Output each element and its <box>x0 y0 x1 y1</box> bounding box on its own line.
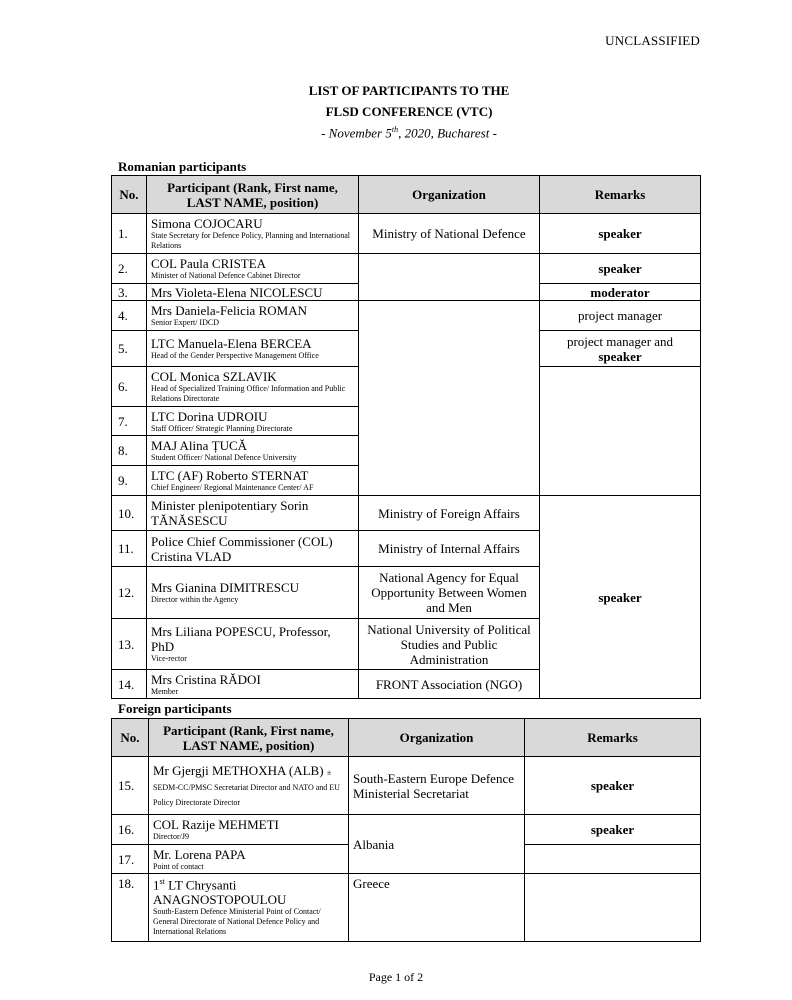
remarks-cell <box>540 331 701 367</box>
header-participant: Participant (Rank, First name, LAST NAME, position) <box>147 176 359 214</box>
participant-name: Mrs Liliana POPESCU, Professor, PhD <box>151 624 331 654</box>
participant-name: Minister plenipotentiary Sorin TĂNĂSESCU <box>151 498 309 528</box>
participant-cell <box>147 436 359 466</box>
header-no: No. <box>112 176 147 214</box>
participant-cell <box>147 301 359 331</box>
header-organization: Organization <box>359 176 540 214</box>
row-number: 11. <box>112 531 147 567</box>
row-number: 5. <box>112 331 147 367</box>
participant-position: Staff Officer/ Strategic Planning Directorate <box>151 423 293 433</box>
participant-cell <box>149 874 349 942</box>
romanian-section-heading: Romanian participants <box>118 159 247 174</box>
participant-name: Mrs Daniela-Felicia ROMAN <box>151 303 307 318</box>
foreign-participants-table <box>111 718 701 942</box>
remarks-text: speaker <box>598 348 642 364</box>
row-number: 3. <box>112 284 147 301</box>
header-remarks: Remarks <box>540 176 701 214</box>
participant-name: MAJ Alina ȚUCĂ <box>151 438 248 453</box>
participant-name: LTC (AF) Roberto STERNAT <box>151 468 309 483</box>
participant-position: Head of the Gender Perspective Management Office <box>151 351 319 360</box>
participant-cell <box>147 331 359 367</box>
header-remarks: Remarks <box>525 719 701 757</box>
participant-name: 1st LT Chrysanti ANAGNOSTOPOULOU <box>153 877 287 908</box>
header-no: No. <box>112 719 149 757</box>
participant-name: Mrs Cristina RĂDOI <box>151 671 261 687</box>
page-footer: Page 1 of 2 <box>368 970 424 984</box>
organization-cell: South-Eastern Europe Defence Ministerial Secretariat <box>349 757 525 815</box>
participant-cell <box>147 254 359 284</box>
table-row <box>112 214 701 254</box>
table-row <box>112 757 701 815</box>
participant-name: Mr. Lorena PAPA <box>153 846 246 862</box>
participant-position: Point of contact <box>153 861 204 871</box>
participant-name: Mrs Violeta-Elena NICOLESCU <box>151 284 323 300</box>
participant-position: Member <box>151 686 179 696</box>
remarks-cell: speaker <box>540 214 701 254</box>
romanian-participants-table <box>111 175 701 699</box>
row-number: 14. <box>112 670 147 699</box>
participant-cell <box>147 496 359 531</box>
row-number: 7. <box>112 407 147 436</box>
row-number: 16. <box>112 815 149 845</box>
organization-cell: National Agency for Equal Opportunity Between Women and Men <box>359 567 540 619</box>
participant-cell <box>149 815 349 845</box>
organization-cell: Ministry of Internal Affairs <box>359 531 540 567</box>
row-number: 18. <box>112 874 149 942</box>
participant-name: COL Paula CRISTEA <box>151 256 267 271</box>
remarks-cell <box>525 845 701 874</box>
row-number: 12. <box>112 567 147 619</box>
table-row <box>112 815 701 845</box>
table-row <box>112 496 701 531</box>
participant-position: Senior Expert/ IDCD <box>151 318 219 327</box>
participant-position: Vice-rector <box>151 654 187 663</box>
remarks-cell: speaker <box>540 496 701 699</box>
participant-name: Simona COJOCARU <box>151 216 263 231</box>
participant-position: Chief Engineer/ Regional Maintenance Center/ AF <box>151 483 314 492</box>
participant-position: Head of Specialized Training Office/ Information and Public Relations Directorate <box>151 384 346 403</box>
participant-cell <box>147 367 359 407</box>
participant-cell <box>147 531 359 567</box>
participant-position: Student Officer/ National Defence University <box>151 453 297 462</box>
participant-position: Director within the Agency <box>151 595 239 604</box>
remarks-cell: speaker <box>525 815 701 845</box>
row-number: 8. <box>112 436 147 466</box>
participant-cell <box>149 845 349 874</box>
organization-cell: Ministry of Foreign Affairs <box>359 496 540 531</box>
organization-cell <box>359 254 540 301</box>
remarks-cell <box>525 874 701 942</box>
remarks-cell: speaker <box>540 254 701 284</box>
participant-position: ± SEDM-CC/PMSC Secretariat Director and NATO and EU Policy Directorate Director <box>153 768 340 807</box>
participant-name: LTC Dorina UDROIU <box>151 408 268 424</box>
row-number: 2. <box>112 254 147 284</box>
participant-cell <box>149 757 349 815</box>
participant-name: Mr Gjergji METHOXHA (ALB) <box>153 763 324 778</box>
row-number: 13. <box>112 619 147 670</box>
organization-cell: Greece <box>349 874 525 942</box>
row-number: 15. <box>112 757 149 815</box>
organization-cell: National University of Political Studies and Public Administration <box>359 619 540 670</box>
table-header-row <box>112 176 701 214</box>
participant-position: State Secretary for Defence Policy, Planning and International Relations <box>151 231 350 250</box>
table-header-row <box>112 719 701 757</box>
participant-cell <box>147 670 359 699</box>
remarks-cell <box>540 367 701 496</box>
participant-position: Director/J9 <box>153 832 189 841</box>
foreign-section-heading: Foreign participants <box>118 701 232 716</box>
row-number: 1. <box>112 214 147 254</box>
row-number: 17. <box>112 845 149 874</box>
document-date: - November 5th, 2020, Bucharest - <box>321 125 497 141</box>
participant-name: COL Monica SZLAVIK <box>151 369 277 384</box>
row-number: 10. <box>112 496 147 531</box>
participant-cell <box>147 407 359 436</box>
row-number: 6. <box>112 367 147 407</box>
participant-position: South-Eastern Defence Ministerial Point of Contact/ General Directorate of National Defence Policy and International Relations <box>153 907 321 937</box>
organization-cell: FRONT Association (NGO) <box>359 670 540 699</box>
participant-cell <box>147 619 359 670</box>
document-title-line1: LIST OF PARTICIPANTS TO THE <box>308 83 510 98</box>
row-number: 4. <box>112 301 147 331</box>
participant-name: Mrs Gianina DIMITRESCU <box>151 580 300 595</box>
participant-name: COL Razije MEHMETI <box>153 817 279 832</box>
header-participant: Participant (Rank, First name, LAST NAME, position) <box>149 719 349 757</box>
organization-cell <box>359 301 540 496</box>
participant-cell <box>147 466 359 496</box>
classification-label: UNCLASSIFIED <box>605 33 700 48</box>
participant-cell <box>147 214 359 254</box>
table-row <box>112 254 701 284</box>
remarks-text: project manager and <box>566 333 674 349</box>
table-row <box>112 874 701 942</box>
remarks-cell: moderator <box>540 284 701 301</box>
participant-cell <box>147 567 359 619</box>
header-organization: Organization <box>349 719 525 757</box>
organization-cell: Albania <box>349 815 525 874</box>
remarks-cell: project manager <box>540 301 701 331</box>
participant-name: LTC Manuela-Elena BERCEA <box>151 336 312 351</box>
participant-name: Police Chief Commissioner (COL) Cristina VLAD <box>151 533 333 564</box>
participant-position: Minister of National Defence Cabinet Director <box>151 271 301 280</box>
table-row <box>112 301 701 331</box>
organization-cell: Ministry of National Defence <box>359 214 540 254</box>
document-title-line2: FLSD CONFERENCE (VTC) <box>325 104 493 119</box>
participant-cell <box>147 284 359 301</box>
remarks-cell: speaker <box>525 757 701 815</box>
row-number: 9. <box>112 466 147 496</box>
